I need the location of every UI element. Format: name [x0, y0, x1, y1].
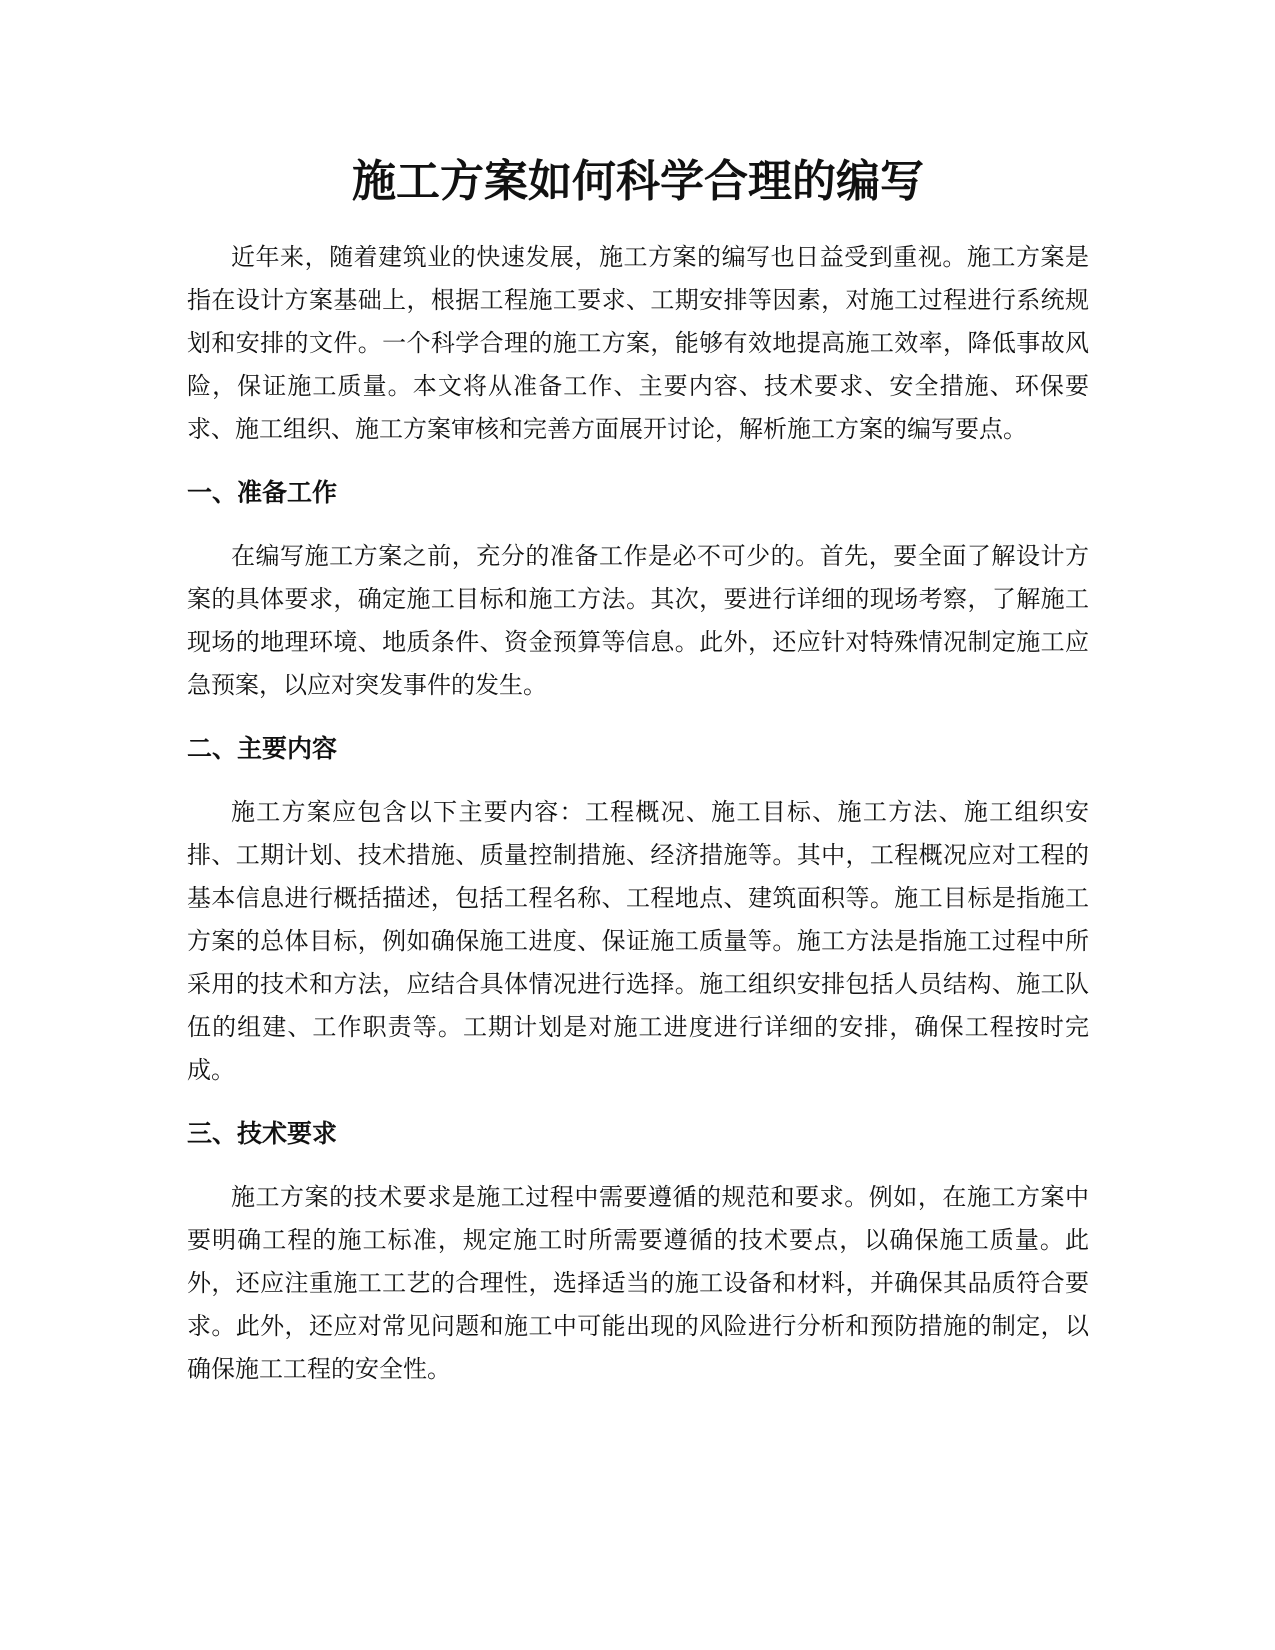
document-page [187, 150, 1089, 1391]
section-heading-technical-requirements: 三、技术要求 [187, 1119, 338, 1148]
section-body-preparation: 在编写施工方案之前，充分的准备工作是必不可少的。首先，要全面了解设计方案的具体要求，确定施工目标和施工方法。其次，要进行详细的现场考察，了解施工现场的地理环境、地质条件、资金预算等信息。此外，还应针对特殊情况制定施工应急预案，以应对突发事件的发生。 [187, 542, 1089, 699]
document-title: 施工方案如何科学合理的编写 [352, 156, 924, 207]
section-heading-preparation: 一、准备工作 [187, 478, 338, 507]
section-body-main-content: 施工方案应包含以下主要内容：工程概况、施工目标、施工方法、施工组织安排、工期计划、技术措施、质量控制措施、经济措施等。其中，工程概况应对工程的基本信息进行概括描述，包括工程名称、工程地点、建筑面积等。施工目标是指施工方案的总体目标，例如确保施工进度、保证施工质量等。施工方法是指施工过程中所采用的技术和方法，应结合具体情况进行选择。施工组织安排包括人员结构、施工队伍的组建、工作职责等。工期计划是对施工进度进行详细的安排，确保工程按时完成。 [187, 798, 1089, 1084]
intro-paragraph: 近年来，随着建筑业的快速发展，施工方案的编写也日益受到重视。施工方案是指在设计方案基础上，根据工程施工要求、工期安排等因素，对施工过程进行系统规划和安排的文件。一个科学合理的施工方案，能够有效地提高施工效率，降低事故风险，保证施工质量。本文将从准备工作、主要内容、技术要求、安全措施、环保要求、施工组织、施工方案审核和完善方面展开讨论，解析施工方案的编写要点。 [187, 243, 1089, 443]
section-heading-main-content: 二、主要内容 [187, 734, 338, 763]
section-body-technical-requirements: 施工方案的技术要求是施工过程中需要遵循的规范和要求。例如，在施工方案中要明确工程的施工标准，规定施工时所需要遵循的技术要点，以确保施工质量。此外，还应注重施工工艺的合理性，选择适当的施工设备和材料，并确保其品质符合要求。此外，还应对常见问题和施工中可能出现的风险进行分析和预防措施的制定，以确保施工工程的安全性。 [187, 1183, 1089, 1383]
